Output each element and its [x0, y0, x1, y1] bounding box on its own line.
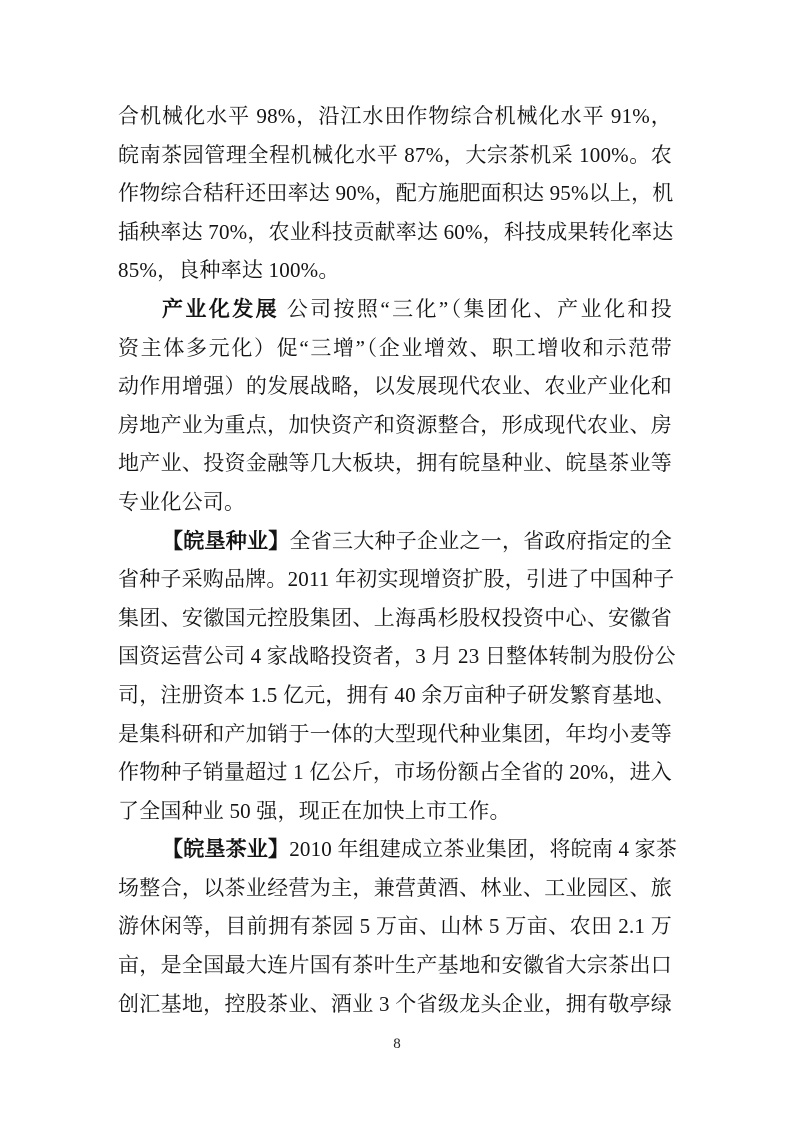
- bold-run: 产业化发展: [162, 296, 280, 321]
- text-run: 公司按照“三化”（集团化、产业化和投: [279, 296, 672, 321]
- text-line: [118, 869, 672, 908]
- page-number: 8: [393, 1036, 401, 1052]
- text-run: 游休闲等，目前拥有茶园 5 万亩、山林 5 万亩、农田 2.1 万: [118, 914, 672, 939]
- text-line: [118, 213, 672, 252]
- text-line: [118, 406, 672, 445]
- text-run: 资主体多元化）促“三增”（企业增效、职工增收和示范带: [118, 335, 672, 360]
- text-run: 创汇基地，控股茶业、酒业 3 个省级龙头企业，拥有敬亭绿: [118, 991, 672, 1016]
- text-line: [118, 715, 672, 754]
- text-run: 皖南茶园管理全程机械化水平 87%，大宗茶机采 100%。农: [118, 142, 672, 167]
- text-line: [118, 830, 678, 869]
- text-run: 85%，良种率达 100%。: [118, 258, 340, 283]
- text-run: 合机械化水平 98%，沿江水田作物综合机械化水平 91%，: [118, 104, 672, 128]
- text-run: 国资运营公司 4 家战略投资者，3 月 23 日整体转制为股份公: [118, 644, 676, 669]
- text-line: [118, 676, 676, 715]
- text-line: [118, 753, 672, 792]
- text-line: [118, 444, 672, 483]
- text-line: [118, 792, 672, 831]
- text-line: [118, 522, 672, 561]
- text-line: [118, 329, 672, 368]
- text-run: 全省三大种子企业之一，省政府指定的全: [289, 528, 672, 553]
- text-line: [118, 946, 672, 985]
- text-line: [118, 907, 672, 946]
- text-block: [118, 97, 678, 1023]
- text-line: [118, 483, 672, 522]
- text-run: 司，注册资本 1.5 亿元，拥有 40 余万亩种子研发繁育基地、: [118, 682, 676, 707]
- text-line: [118, 251, 672, 290]
- text-line: [118, 985, 672, 1024]
- text-run: 动作用增强）的发展战略，以发展现代农业、农业产业化和: [118, 374, 672, 399]
- text-run: 地产业、投资金融等几大板块，拥有皖垦种业、皖垦茶业等: [118, 451, 672, 476]
- bold-run: 【皖垦种业】: [162, 528, 290, 553]
- text-run: 了全国种业 50 强，现正在加快上市工作。: [118, 798, 511, 823]
- text-run: 插秧率达 70%，农业科技贡献率达 60%，科技成果转化率达: [118, 219, 674, 244]
- text-line: [118, 367, 672, 406]
- text-run: 专业化公司。: [118, 489, 246, 514]
- bold-run: 【皖垦茶业】: [162, 837, 290, 862]
- text-line: [118, 290, 672, 329]
- text-run: 集团、安徽国元控股集团、上海禹杉股权投资中心、安徽省: [118, 605, 672, 630]
- text-run: 作物综合秸秆还田率达 90%，配方施肥面积达 95%以上，机: [118, 181, 674, 206]
- text-run: 场整合，以茶业经营为主，兼营黄酒、林业、工业园区、旅: [118, 875, 672, 900]
- text-line: [118, 560, 675, 599]
- text-line: [118, 174, 672, 213]
- text-line: [118, 136, 672, 175]
- text-run: 作物种子销量超过 1 亿公斤，市场份额占全省的 20%，进入: [118, 760, 672, 785]
- text-run: 是集科研和产加销于一体的大型现代种业集团，年均小麦等: [118, 721, 672, 746]
- text-run: 省种子采购品牌。2011 年初实现增资扩股，引进了中国种子: [118, 567, 675, 592]
- text-line: [118, 599, 672, 638]
- text-line: [118, 637, 676, 676]
- text-run: 亩，是全国最大连片国有茶叶生产基地和安徽省大宗茶出口: [118, 953, 672, 978]
- text-line: [118, 97, 672, 136]
- text-run: 房地产业为重点，加快资产和资源整合，形成现代农业、房: [118, 412, 672, 437]
- text-run: 2010 年组建成立茶业集团，将皖南 4 家茶: [289, 837, 678, 862]
